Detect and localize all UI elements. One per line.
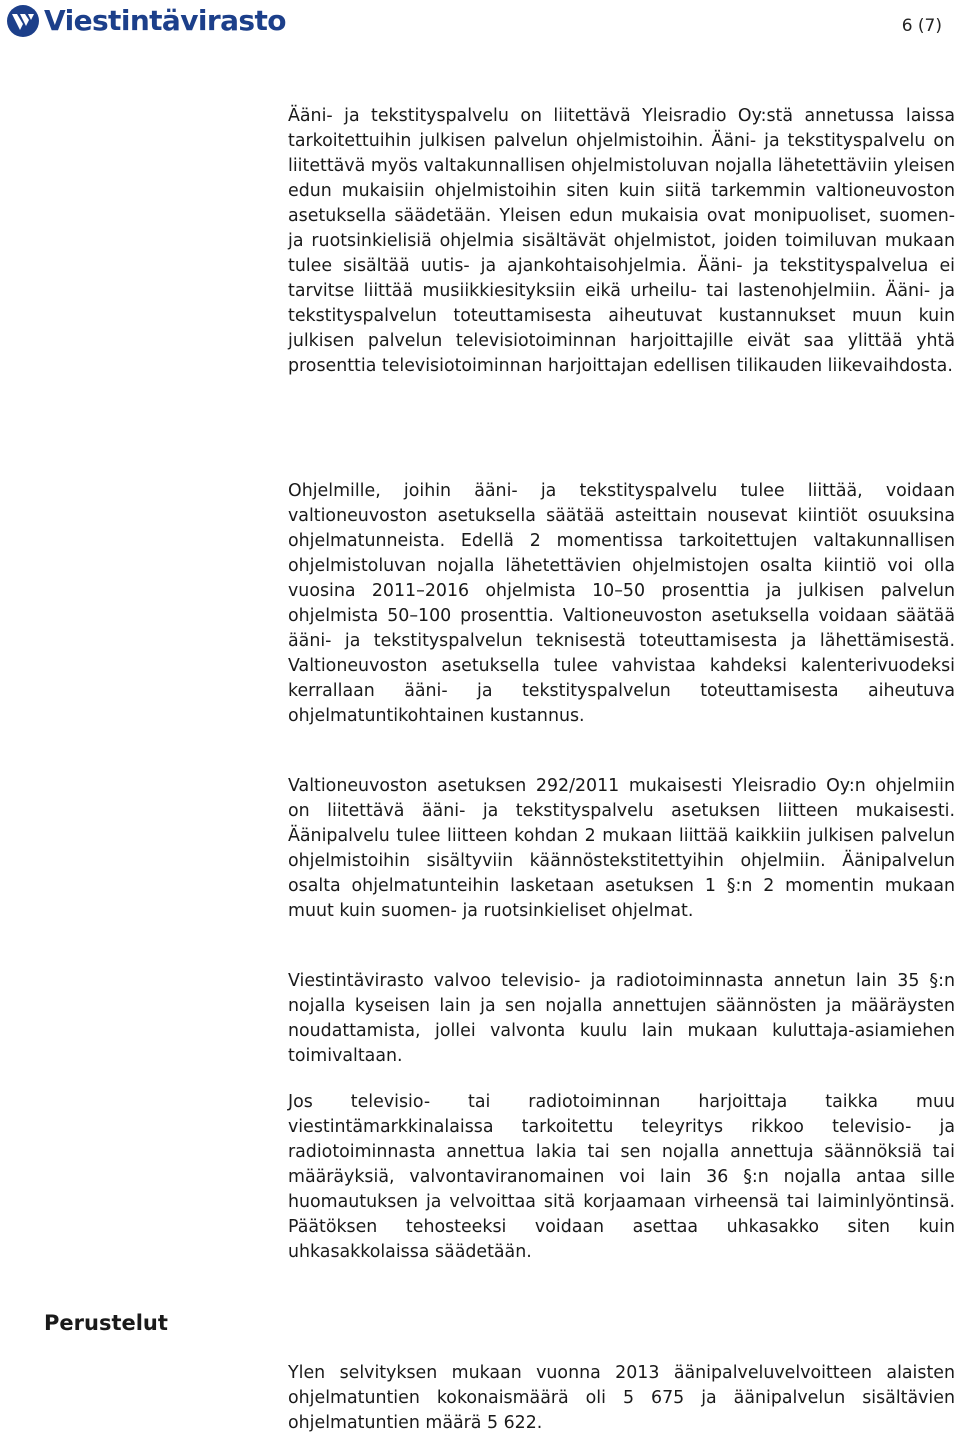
paragraph-1: [288, 104, 955, 379]
paragraph-1-text: Ääni- ja tekstityspalvelu on liitettävä Yleisradio Oy:stä annetussa laissa tarkoitettuihin julkisen palvelun ohjelmistoihin. Ääni- ja tekstityspalvelu on liitettävä myös valtakunnallisen ohjelmistoluvan nojalla lähetettäviin yleisen edun mukaisiin ohjelmistoihin siten kuin siitä tarkemmin valtioneuvoston asetuksella säädetään. Yleisen edun mukaisia ovat monipuoliset, suomen- ja ruotsinkielisiä ohjelmia sisältävät ohjelmistot, joiden toimiluvan mukaan tulee sisältää uutis- ja ajankohtaisohjelmia. Ääni- ja tekstityspalvelua ei tarvitse liittää musiikkiesityksiin eikä urheilu- tai lastenohjelmiin. Ääni- ja tekstityspalvelun toteuttamisesta aiheutuvat kustannukset muun kuin julkisen palvelun televisiotoiminnan harjoittajille eivät saa ylittää yhtä prosenttia televisiotoiminnan harjoittajan edellisen tilikauden liikevaihdosta.: [288, 106, 955, 376]
paragraph-6-text: Ylen selvityksen mukaan vuonna 2013 äänipalveluvelvoitteen alaisten ohjelmatuntien kokonaismäärä oli 5 675 ja äänipalvelun sisältävien ohjelmatuntien määrä 5 622.: [288, 1363, 955, 1433]
paragraph-4-text: Viestintävirasto valvoo televisio- ja radiotoiminnasta annetun lain 35 §:n nojalla kyseisen lain ja sen nojalla annettujen säännösten ja määräysten noudattamista, jollei valvonta kuulu lain mukaan kuluttaja-asiamiehen toimivaltaan.: [288, 971, 955, 1066]
logo-text: Viestintävirasto: [44, 4, 286, 37]
paragraph-3-text: Valtioneuvoston asetuksen 292/2011 mukaisesti Yleisradio Oy:n ohjelmiin on liitettävä ääni- ja tekstityspalvelu asetuksen liitteen mukaisesti. Äänipalvelu tulee liitteen kohdan 2 mukaan liittää kaikkiin julkisen palvelun ohjelmistoihin sisältyviin käännöstekstitettyihin ohjelmiin. Äänipalvelun osalta ohjelmatunteihin lasketaan asetuksen 1 §:n 2 momentin mukaan muut kuin suomen- ja ruotsinkieliset ohjelmat.: [288, 776, 955, 921]
paragraph-6: [288, 1361, 955, 1436]
section-heading: Perustelut: [44, 1311, 168, 1335]
paragraph-4: [288, 969, 955, 1069]
page-number: 6 (7): [901, 16, 942, 36]
logo-emblem-icon: [6, 4, 40, 38]
paragraph-5-text: Jos televisio- tai radiotoiminnan harjoittaja taikka muu viestintämarkkinalaissa tarkoitettu teleyritys rikkoo televisio- ja radiotoiminnasta annettua lakia tai sen nojalla annettuja säännöksiä tai määräyksiä, valvontaviranomainen voi lain 36 §:n nojalla antaa sille huomautuksen ja velvoittaa sitä korjaamaan virheensä tai laiminlyöntinsä. Päätöksen tehosteeksi voidaan asettaa uhkasakko siten kuin uhkasakkolaissa säädetään.: [288, 1092, 955, 1262]
paragraph-5: [288, 1090, 955, 1265]
paragraph-3: [288, 774, 955, 924]
paragraph-2: [288, 479, 955, 729]
paragraph-2-text: Ohjelmille, joihin ääni- ja tekstityspalvelu tulee liittää, voidaan valtioneuvoston asetuksella säätää asteittain nousevat kiintiöt osuuksina ohjelmatunneista. Edellä 2 momentissa tarkoitettujen valtakunnallisen ohjelmistoluvan nojalla lähetettävien ohjelmistojen osalta kiintiö voi olla vuosina 2011–2016 ohjelmista 10–50 prosenttia ja julkisen palvelun ohjelmista 50–100 prosenttia. Valtioneuvoston asetuksella voidaan säätää ääni- ja tekstityspalvelun teknisestä toteuttamisesta ja lähettämisestä. Valtioneuvoston asetuksella tulee vahvistaa kahdeksi kalenterivuodeksi kerrallaan ääni- ja tekstityspalvelun toteuttamisesta aiheutuva ohjelmatuntikohtainen kustannus.: [288, 481, 955, 726]
logo: [6, 4, 286, 38]
